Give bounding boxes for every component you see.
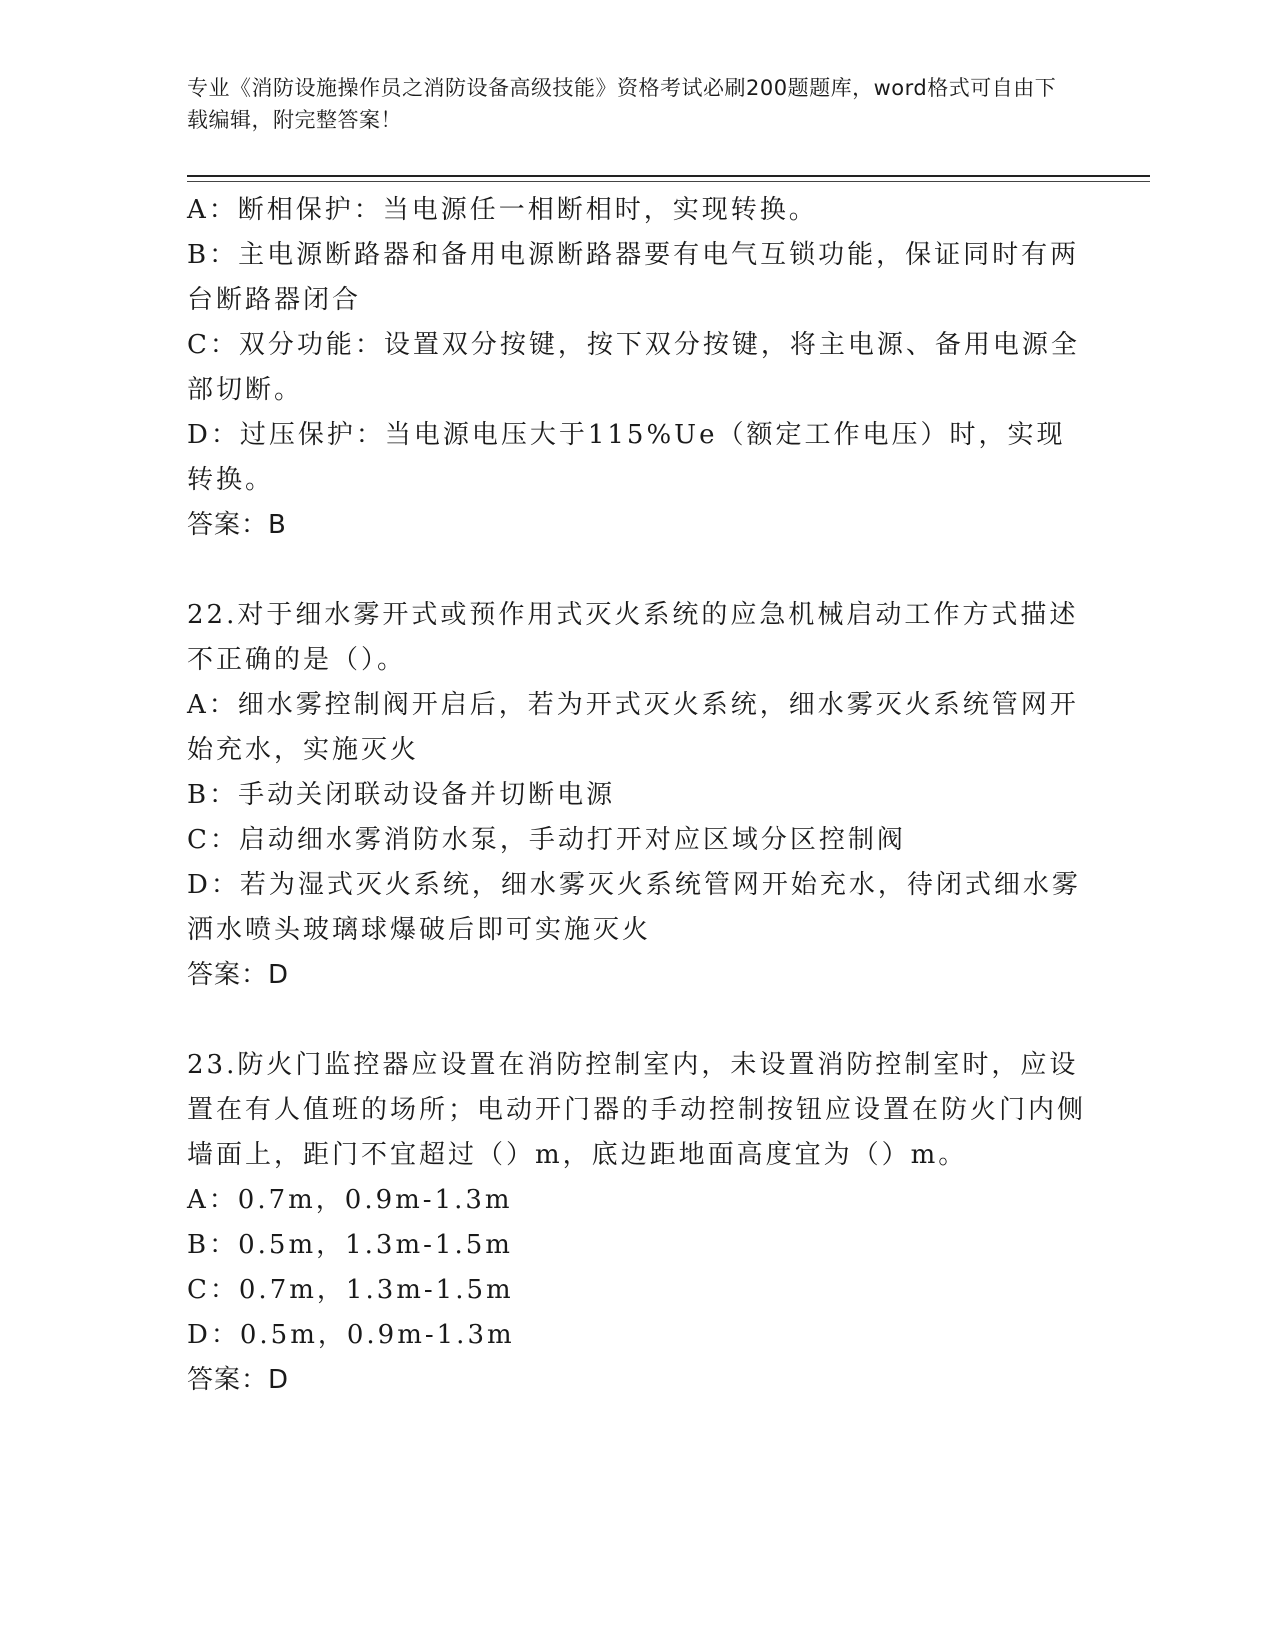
header-divider-thin <box>187 181 1150 182</box>
header-divider-thick <box>187 175 1150 177</box>
option-b: B：手动关闭联动设备并切断电源 <box>187 780 616 810</box>
answer: 答案：B <box>187 510 287 540</box>
option-d: D：0.5m，0.9m-1.3m <box>187 1320 515 1350</box>
option-d: D：若为湿式灭火系统，细水雾灭火系统管网开始充水，待闭式细水雾洒水喷头玻璃球爆破后即可实施灭火 <box>187 870 1081 945</box>
question-content <box>187 188 1087 1403</box>
option-b: B：0.5m，1.3m-1.5m <box>187 1230 513 1260</box>
question-21 <box>187 188 1087 548</box>
option-c: C：双分功能：设置双分按键，按下双分按键，将主电源、备用电源全部切断。 <box>187 330 1080 405</box>
question-22 <box>187 593 1087 998</box>
option-a: A：0.7m，0.9m-1.3m <box>187 1185 513 1215</box>
option-b: B：主电源断路器和备用电源断路器要有电气互锁功能，保证同时有两台断路器闭合 <box>187 240 1080 315</box>
document-header: 专业《消防设施操作员之消防设备高级技能》资格考试必刷200题题库，word格式可自由下载编辑，附完整答案！ <box>187 76 1057 132</box>
answer: 答案：D <box>187 1365 290 1395</box>
question-stem: 22.对于细水雾开式或预作用式灭火系统的应急机械启动工作方式描述不正确的是（）。 <box>187 600 1079 675</box>
question-stem: 23.防火门监控器应设置在消防控制室内，未设置消防控制室时，应设置在有人值班的场所；电动开门器的手动控制按钮应设置在防火门内侧墙面上，距门不宜超过（）m，底边距地面高度宜为（）m。 <box>187 1050 1087 1170</box>
option-a: A：断相保护：当电源任一相断相时，实现转换。 <box>187 195 818 225</box>
option-c: C：0.7m，1.3m-1.5m <box>187 1275 514 1305</box>
answer: 答案：D <box>187 960 290 990</box>
question-spacer <box>187 998 1087 1043</box>
question-23 <box>187 1043 1087 1403</box>
option-c: C：启动细水雾消防水泵，手动打开对应区域分区控制阀 <box>187 825 906 855</box>
question-spacer <box>187 548 1087 593</box>
option-a: A：细水雾控制阀开启后，若为开式灭火系统，细水雾灭火系统管网开始充水，实施灭火 <box>187 690 1079 765</box>
option-d: D：过压保护：当电源电压大于115%Ue（额定工作电压）时，实现转换。 <box>187 420 1066 495</box>
